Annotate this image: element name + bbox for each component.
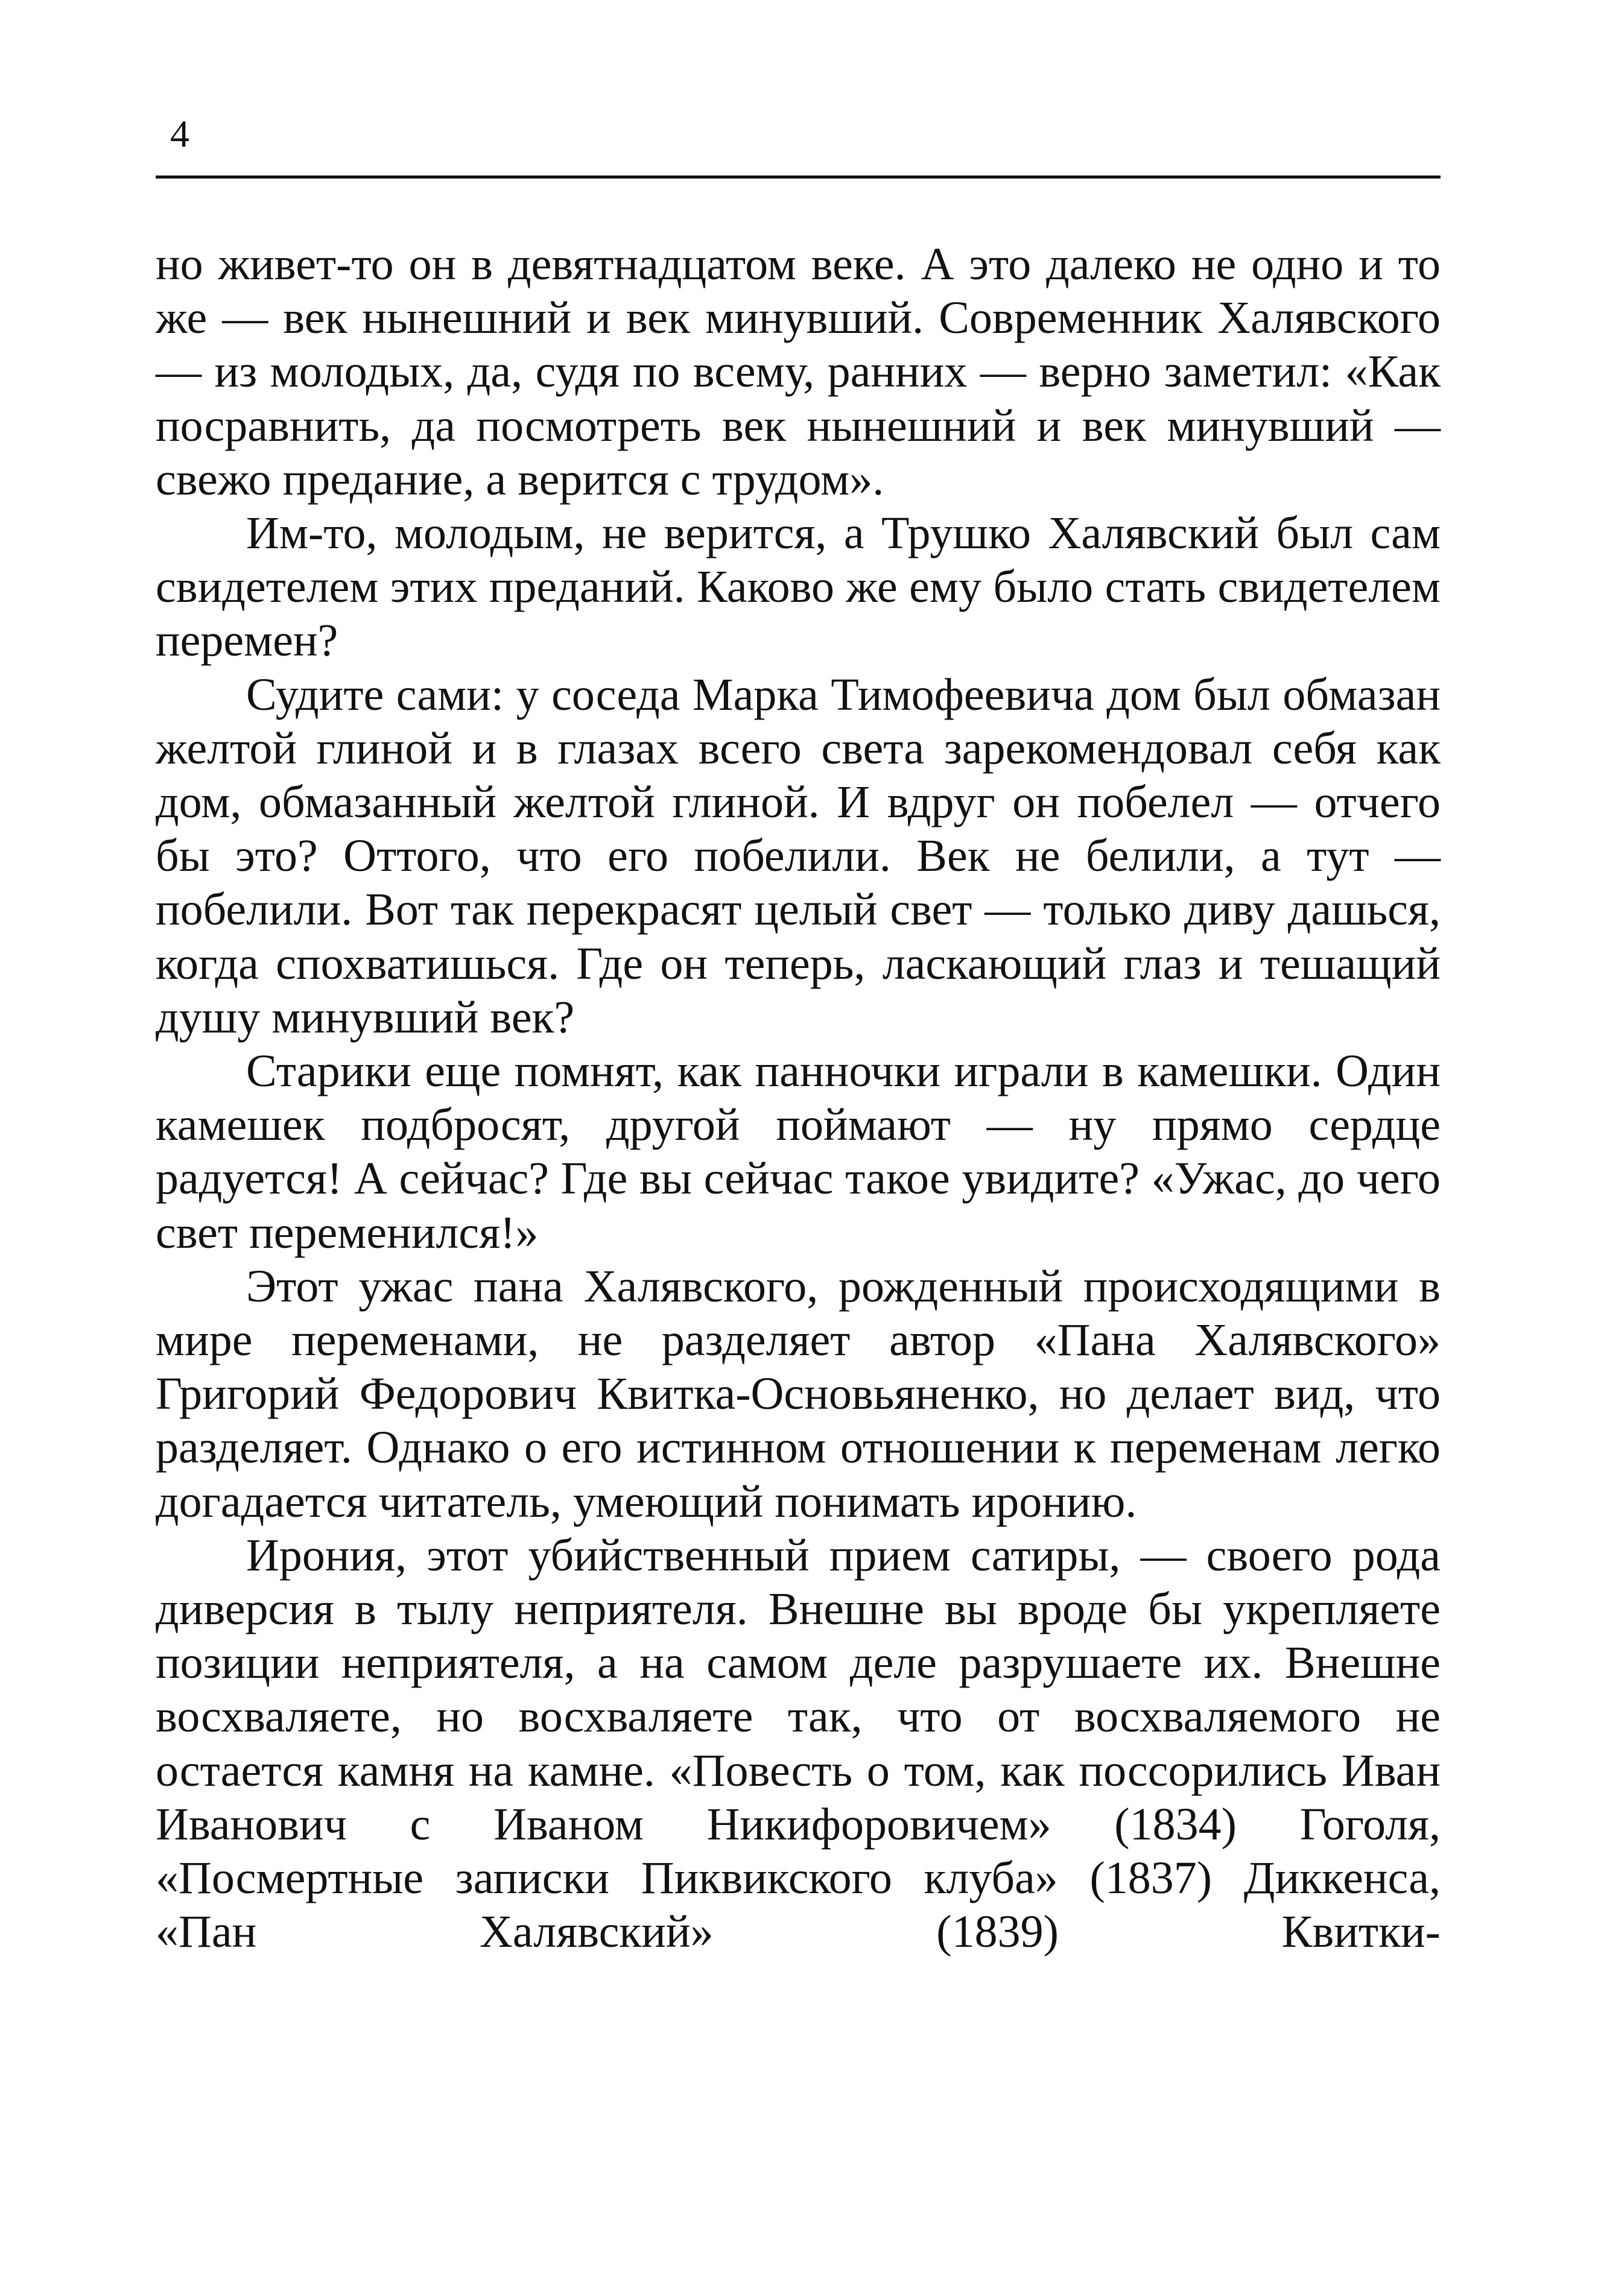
body-text: [156, 238, 1441, 1959]
paragraph: Ирония, этот убийственный прием сатиры, — своего рода диверсия в тылу неприятеля. Внешне вы вроде бы укрепляете позиции неприятеля, а на самом деле разрушаете их. Внешне восхваляете, но восхваляете так, что от восхваляемого не остается камня на камне. «Повесть о том, как поссорились Иван Иванович с Иваном Никифоровичем» (1834) Гоголя, «Посмертные записки Пиквикского клуба» (1837) Диккенса, «Пан Халявский» (1839) Квитки-: [156, 1529, 1441, 1958]
page-number: 4: [170, 112, 189, 155]
paragraph: Им-то, молодым, не верится, а Трушко Халявский был сам свидетелем этих преданий. Каково же ему было стать свидетелем перемен?: [156, 508, 1441, 666]
paragraph: Этот ужас пана Халявского, рожденный происходящими в мире переменами, не разделяет автор «Пана Халявского» Григорий Федорович Квитка-Основьяненко, но делает вид, что разделяет. Однако о его истинном отношении к переменам легко догадается читатель, умеющий понимать иронию.: [156, 1260, 1441, 1527]
paragraph: Судите сами: у соседа Марка Тимофеевича дом был обмазан желтой глиной и в глазах всего света зарекомендовал себя как дом, обмазанный желтой глиной. И вдруг он побелел — отчего бы это? Оттого, что его побелили. Век не белили, а тут — побелили. Вот так перекрасят целый свет — только диву дашься, когда спохватишься. Где он теперь, ласкающий глаз и тешащий душу минувший век?: [156, 669, 1441, 1043]
paragraph: Старики еще помнят, как панночки играли в камешки. Один камешек подбросят, другой поймают — ну прямо сердце радуется! А сейчас? Где вы сейчас такое увидите? «Ужас, до чего свет переменился!»: [156, 1046, 1441, 1258]
header-rule: [156, 176, 1441, 179]
paragraph: но живет-то он в девятнадцатом веке. А это далеко не одно и то же — век нынешний и век минувший. Современник Халявского — из молодых, да, судя по всему, ранних — верно заметил: «Как посравнить, да посмотреть век нынешний и век минувший — свежо предание, а верится с трудом».: [156, 239, 1441, 505]
